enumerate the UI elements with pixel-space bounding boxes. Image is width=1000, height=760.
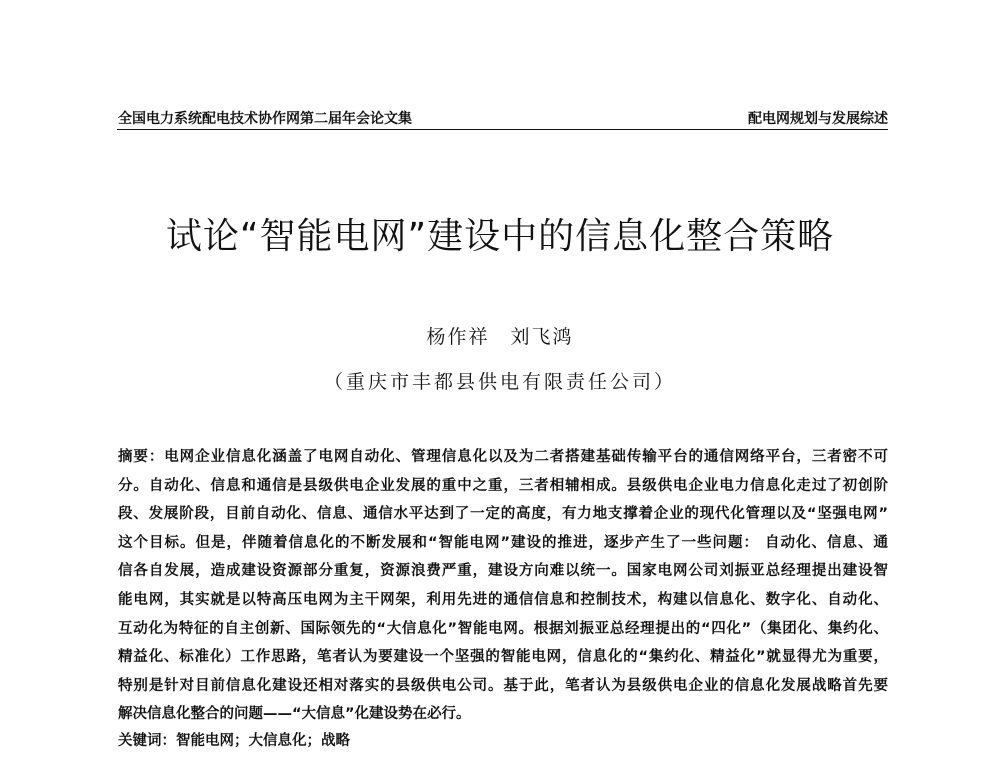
affiliation: （重庆市丰都县供电有限责任公司） bbox=[323, 371, 676, 393]
abstract-text: 电网企业信息化涵盖了电网自动化、管理信息化以及为二者搭建基础传输平台的通信网络平台，三者密不可 bbox=[164, 449, 889, 465]
abstract-line: 段、发展阶段，目前自动化、信息、通信水平达到了一定的高度，有力地支撑着企业的现代化管理以及“坚强电网” bbox=[118, 506, 888, 523]
running-header-left: 全国电力系统配电技术协作网第二届年会论文集 bbox=[118, 111, 412, 127]
abstract-line: 信各自发展，造成建设资源部分重复，资源浪费严重，建设方向难以统一。国家电网公司刘振亚总经理提出建设智 bbox=[118, 563, 888, 580]
header-rule bbox=[117, 129, 888, 130]
abstract bbox=[118, 443, 888, 729]
abstract-line: 解决信息化整合的问题——“大信息”化建设势在必行。 bbox=[118, 706, 471, 723]
abstract-label: 摘要： bbox=[118, 449, 165, 465]
authors: 杨作祥 刘飞鸿 bbox=[426, 326, 574, 348]
abstract-line: 能电网，其实就是以特高压电网为主干网架，利用先进的通信信息和控制技术，构建以信息化、数字化、自动化、 bbox=[118, 591, 888, 608]
abstract-line: 精益化、标准化）工作思路，笔者认为要建设一个坚强的智能电网，信息化的“集约化、精益化”就显得尤为重要， bbox=[118, 649, 888, 666]
paper-title: 试论“智能电网”建设中的信息化整合策略 bbox=[165, 216, 835, 257]
abstract-line: 互动化为特征的自主创新、国际领先的“大信息化”智能电网。根据刘振亚总经理提出的“四化”（集团化、集约化、 bbox=[118, 620, 888, 637]
keywords-label: 关键词： bbox=[118, 733, 176, 749]
abstract-line: 这个目标。但是，伴随着信息化的不断发展和“智能电网”建设的推进，逐步产生了一些问题： 自动化、信息、通 bbox=[118, 534, 888, 551]
keywords-text: 智能电网；大信息化；战略 bbox=[176, 733, 350, 749]
abstract-line: 特别是针对目前信息化建设还相对落实的县级供电公司。基于此，笔者认为县级供电企业的信息化发展战略首先要 bbox=[118, 677, 888, 694]
abstract-line: 分。自动化、信息和通信是县级供电企业发展的重中之重，三者相辅相成。县级供电企业电力信息化走过了初创阶 bbox=[118, 477, 888, 494]
abstract-line bbox=[118, 443, 888, 472]
running-header-right: 配电网规划与发展综述 bbox=[748, 111, 888, 127]
keywords bbox=[118, 729, 350, 750]
